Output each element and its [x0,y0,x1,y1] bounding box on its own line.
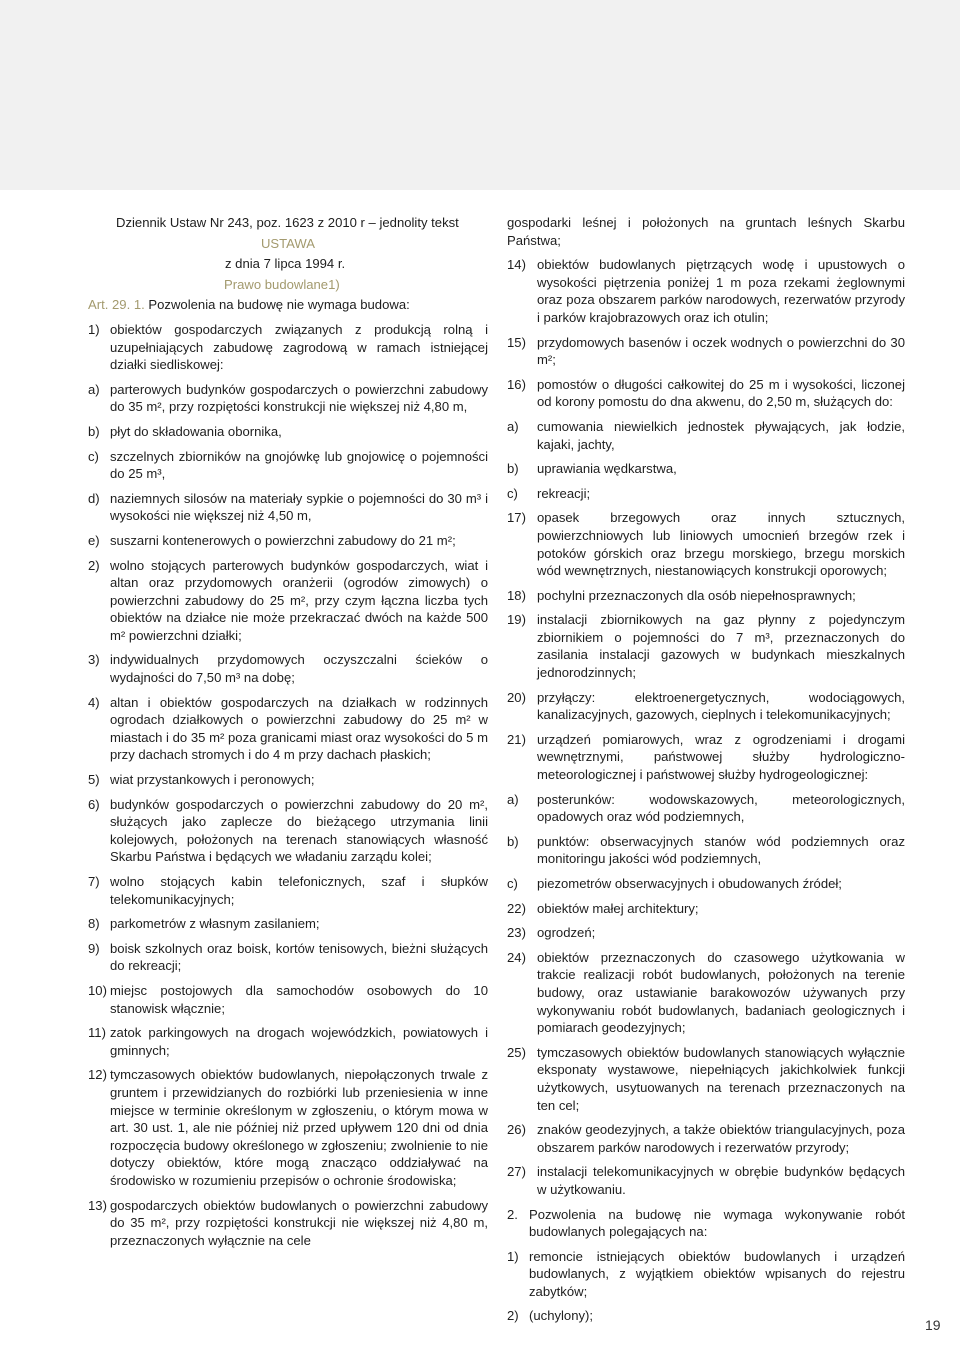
list-item [88,321,488,374]
item-number: 3) [88,652,100,668]
item-number: 5) [88,772,100,788]
item-text: punktów: obserwacyjnych stanów wód podziemnych oraz monitoringu jakości wód podziemnych, [537,833,905,867]
item-text: pomostów o długości całkowitej do 25 m i wysokości, liczonej od korony pomostu do dna akwenu, do 2,50 m, służących do: [537,376,905,410]
item-text: wolno stojących parterowych budynków gospodarczych, wiat i altan oraz przydomowych oranżerii (ogrodów zimowych) o powierzchni zabudowy do 25 m², przy czym łączna liczba tych obiektów na działce nie może przekraczać dwóch na każde 500 m² powierzchni działki; [110,557,488,643]
item-number: 2) [507,1308,519,1324]
item-number: 14) [507,257,526,273]
item-text: remoncie istniejących obiektów budowlanych i urządzeń budowlanych, z wyjątkiem obiektów wpisanych do rejestru zabytków; [529,1248,905,1299]
list-item [507,791,905,826]
item-number: 27) [507,1164,526,1180]
item-letter: e) [88,532,100,548]
item-number: 22) [507,900,526,916]
section-number: 2. [507,1206,518,1222]
item-text: urządzeń pomiarowych, wraz z ogrodzeniami i drogami wewnętrznymi, państwowej służby hydrologiczno-meteorologicznej i państwowej służby hydrogeologicznej: [537,731,905,783]
list-item [88,490,488,525]
item-number: 12) [88,1067,107,1083]
item-text: wiat przystankowych i peronowych; [110,772,315,788]
list-item [507,1307,905,1325]
list-item [507,1163,905,1198]
list-item [507,949,905,1037]
item-letter: a) [507,791,519,807]
list-item [507,689,905,724]
item-number: 17) [507,510,526,526]
list-item [507,833,905,868]
article-reference: Art. 29. 1. [88,297,145,313]
item-text: instalacji telekomunikacyjnych w obrębie budynków będących w użytkowaniu. [537,1164,905,1197]
article-intro [88,296,488,314]
item-text: tymczasowych obiektów budowlanych, niepołączonych trwale z gruntem i przewidzianych do rozbiórki lub przeniesienia w inne miejsce w terminie określonym w zgłoszeniu, o którym mowa w art. 30 ust. 1, ale nie później niż przed upływem 120 dni od dnia rozpoczęcia budowy określonego w zgłoszeniu; zwolnienie to nie dotyczy obiektów, które mogą znacząco oddziaływać na środowisko w rozumieniu przepisów o ochronie środowiska; [110,1067,488,1188]
item-text: boisk szkolnych oraz boisk, kortów tenisowych, bieżni służących do rekreacji; [110,940,488,974]
item-text: szczelnych zbiorników na gnojówkę lub gnojowicę o pojemności do 25 m³, [110,448,488,482]
item-number: 19) [507,612,526,628]
list-item [88,873,488,908]
list-item [88,1066,488,1189]
list-item [507,731,905,784]
list-item [88,423,488,441]
list-item [507,900,905,918]
item-number: 20) [507,689,526,705]
list-item [507,509,905,579]
item-text: obiektów budowlanych piętrzących wodę i upustowych o wysokości piętrzenia poniżej 1 m poza rzekami żeglownymi oraz poza obszarem parków narodowych, rezerwatów przyrody i parków krajobrazowych oraz ich otulin; [537,257,905,325]
list-item [88,694,488,764]
list-item [88,796,488,866]
item-number: 9) [88,940,100,956]
item-text: ogrodzeń; [537,925,596,941]
item-letter: a) [88,381,100,397]
item-number: 16) [507,376,526,392]
item-number: 18) [507,587,526,603]
item-number: 4) [88,694,100,710]
item-letter: b) [507,461,519,477]
item-number: 23) [507,925,526,941]
item-text: parterowych budynków gospodarczych o powierzchni zabudowy do 35 m², przy rozpiętości konstrukcji nie większej niż 4,80 m, [110,381,488,415]
item-text: obiektów małej architektury; [537,900,699,916]
item-text: instalacji zbiornikowych na gaz płynny z pojedynczym zbiornikiem o pojemności do 7 m³, przeznaczonych do zasilania instalacji gazowych w budynkach mieszkalnych jednorodzinnych; [537,612,905,681]
list-item [507,587,905,605]
law-name: Prawo budowlane1) [224,276,340,292]
law-date: z dnia 7 lipca 1994 r. [225,256,346,272]
item-text: cumowania niewielkich jednostek pływających, jak łodzie, kajaki, jachty, [537,418,905,452]
item-text: znaków geodezyjnych, a także obiektów triangulacyjnych, poza obszarem parków narodowych i rezerwatów przyrody; [537,1122,905,1155]
item-number: 15) [507,334,526,350]
item-number: 1) [88,321,100,337]
section-paragraph [507,1206,905,1241]
list-item [507,418,905,453]
item-text: tymczasowych obiektów budowlanych stanowiących wyłącznie eksponaty wystawowe, niepełniących jakichkolwiek funkcji użytkowych, usytuowanych na terenach przeznaczonych na ten cel; [537,1044,905,1113]
list-item [88,381,488,416]
item-letter: c) [507,485,518,501]
item-text: uprawiania wędkarstwa, [537,461,677,477]
item-text: pochylni przeznaczonych dla osób niepełnosprawnych; [537,587,856,603]
item-text: wolno stojących kabin telefonicznych, szaf i słupków telekomunikacyjnych; [110,874,488,907]
ustawa-heading: USTAWA [260,235,316,251]
item-text: obiektów przeznaczonych do czasowego użytkowania w trakcie realizacji robót budowlanych, położonych na terenie budowy, oraz ustawianie barakowozów używanych przy wykonywaniu robót budowlanych, badaniach geologicznych i pomiarach geodezyjnych; [537,949,905,1036]
item-text: naziemnych silosów na materiały sypkie o pojemności do 30 m³ i wysokości nie większej niż 4,50 m, [110,490,488,524]
item-text: indywidualnych przydomowych oczyszczalni ścieków o wydajności do 7,50 m³ na dobę; [110,652,488,686]
item-letter: c) [507,876,518,891]
item-number: 26) [507,1122,526,1138]
list-item [88,448,488,483]
list-item [507,924,905,942]
item-letter: b) [88,423,100,439]
item-number: 10) [88,982,107,998]
list-item [88,771,488,789]
item-number: 1) [507,1248,519,1264]
list-item [507,485,905,503]
document-header-title: Dziennik Ustaw Nr 243, poz. 1623 z 2010 r – jednolity tekst [116,215,459,230]
item-text: budynków gospodarczych o powierzchni zabudowy do 20 m², służących jako zaplecze do bieżącego utrzymania linii kolejowych, położonych na terenach stanowiących własność Skarbu Państwa i będących we władaniu zarządu kolei; [110,796,488,865]
item-text: Pozwolenia na budowę nie wymaga wykonywanie robót budowlanych polegających na: [529,1206,905,1240]
item-letter: b) [507,833,519,849]
top-margin-band [0,0,960,190]
item-text: altan i obiektów gospodarczych na działkach w rodzinnych ogrodach działkowych o powierzchni zabudowy do 25 m² w miastach i do 35 m² poza granicami miast oraz wysokości do 5 m przy dachach stromych i do 4 m przy dachach płaskich; [110,694,488,763]
item-text: piezometrów obserwacyjnych i obudowanych źródeł; [537,876,842,891]
item-number: 24) [507,949,526,965]
item-text: opasek brzegowych oraz innych sztucznych, powierzchniowych lub liniowych umocnień brzegów rzek i potoków górskich oraz brzegu morskiego, brzegu morskich wód wewnętrznych, niestanowiących konstrukcji oporowych; [537,510,905,579]
list-item [507,1248,905,1301]
right-column [507,214,905,1332]
item-text: gospodarczych obiektów budowlanych o powierzchni zabudowy do 35 m², przy rozpiętości konstrukcji nie większej niż 4,80 m, przeznaczonych wyłącznie na cele [110,1197,488,1248]
list-item [507,1044,905,1114]
item-number: 21) [507,731,526,747]
item-text: przyłączy: elektroenergetycznych, wodociągowych, kanalizacyjnych, gazowych, cieplnych i telekomunikacyjnych; [537,689,905,723]
item-text: gospodarki leśnej i położonych na gruntach leśnych Skarbu Państwa; [507,215,905,248]
list-item [88,557,488,645]
item-letter: a) [507,418,519,434]
list-item [88,1024,488,1059]
item-text: posterunków: wodowskazowych, meteorologicznych, opadowych oraz wód podziemnych, [537,791,905,825]
list-item [507,460,905,478]
item-number: 11) [88,1025,106,1041]
page-number: 19 [925,1317,941,1333]
article-intro-text: Pozwolenia na budowę nie wymaga budowa: [144,297,410,313]
list-item [88,651,488,686]
left-column [88,214,488,1256]
item-number: 7) [88,874,100,889]
list-item-continuation [507,214,905,249]
list-item [507,334,905,369]
item-text: miejsc postojowych dla samochodów osobowych do 10 stanowisk włącznie; [110,982,488,1016]
item-number: 25) [507,1044,526,1060]
item-letter: d) [88,490,100,506]
item-number: 2) [88,557,100,573]
list-item [88,1197,488,1250]
item-text: suszarni kontenerowych o powierzchni zabudowy do 21 m²; [110,532,456,548]
item-number: 6) [88,796,100,812]
item-text: parkometrów z własnym zasilaniem; [110,916,320,932]
list-item [88,982,488,1017]
item-number: 8) [88,916,100,932]
list-item [507,376,905,411]
list-item [507,875,905,893]
item-text: przydomowych basenów i oczek wodnych o powierzchni do 30 m²; [537,334,905,368]
item-text: rekreacji; [537,485,591,501]
list-item [507,1121,905,1156]
list-item [88,915,488,933]
item-text: zatok parkingowych na drogach wojewódzkich, powiatowych i gminnych; [110,1025,488,1058]
item-text: płyt do składowania obornika, [110,423,282,439]
list-item [507,611,905,681]
item-letter: c) [88,448,99,464]
list-item [88,940,488,975]
item-text: obiektów gospodarczych związanych z produkcją rolną i uzupełniających zabudowę zagrodową w ramach istniejącej działki siedliskowej: [110,321,488,373]
item-number: 13) [88,1197,107,1213]
item-text: (uchylony); [529,1308,594,1324]
list-item [88,532,488,550]
list-item [507,256,905,326]
